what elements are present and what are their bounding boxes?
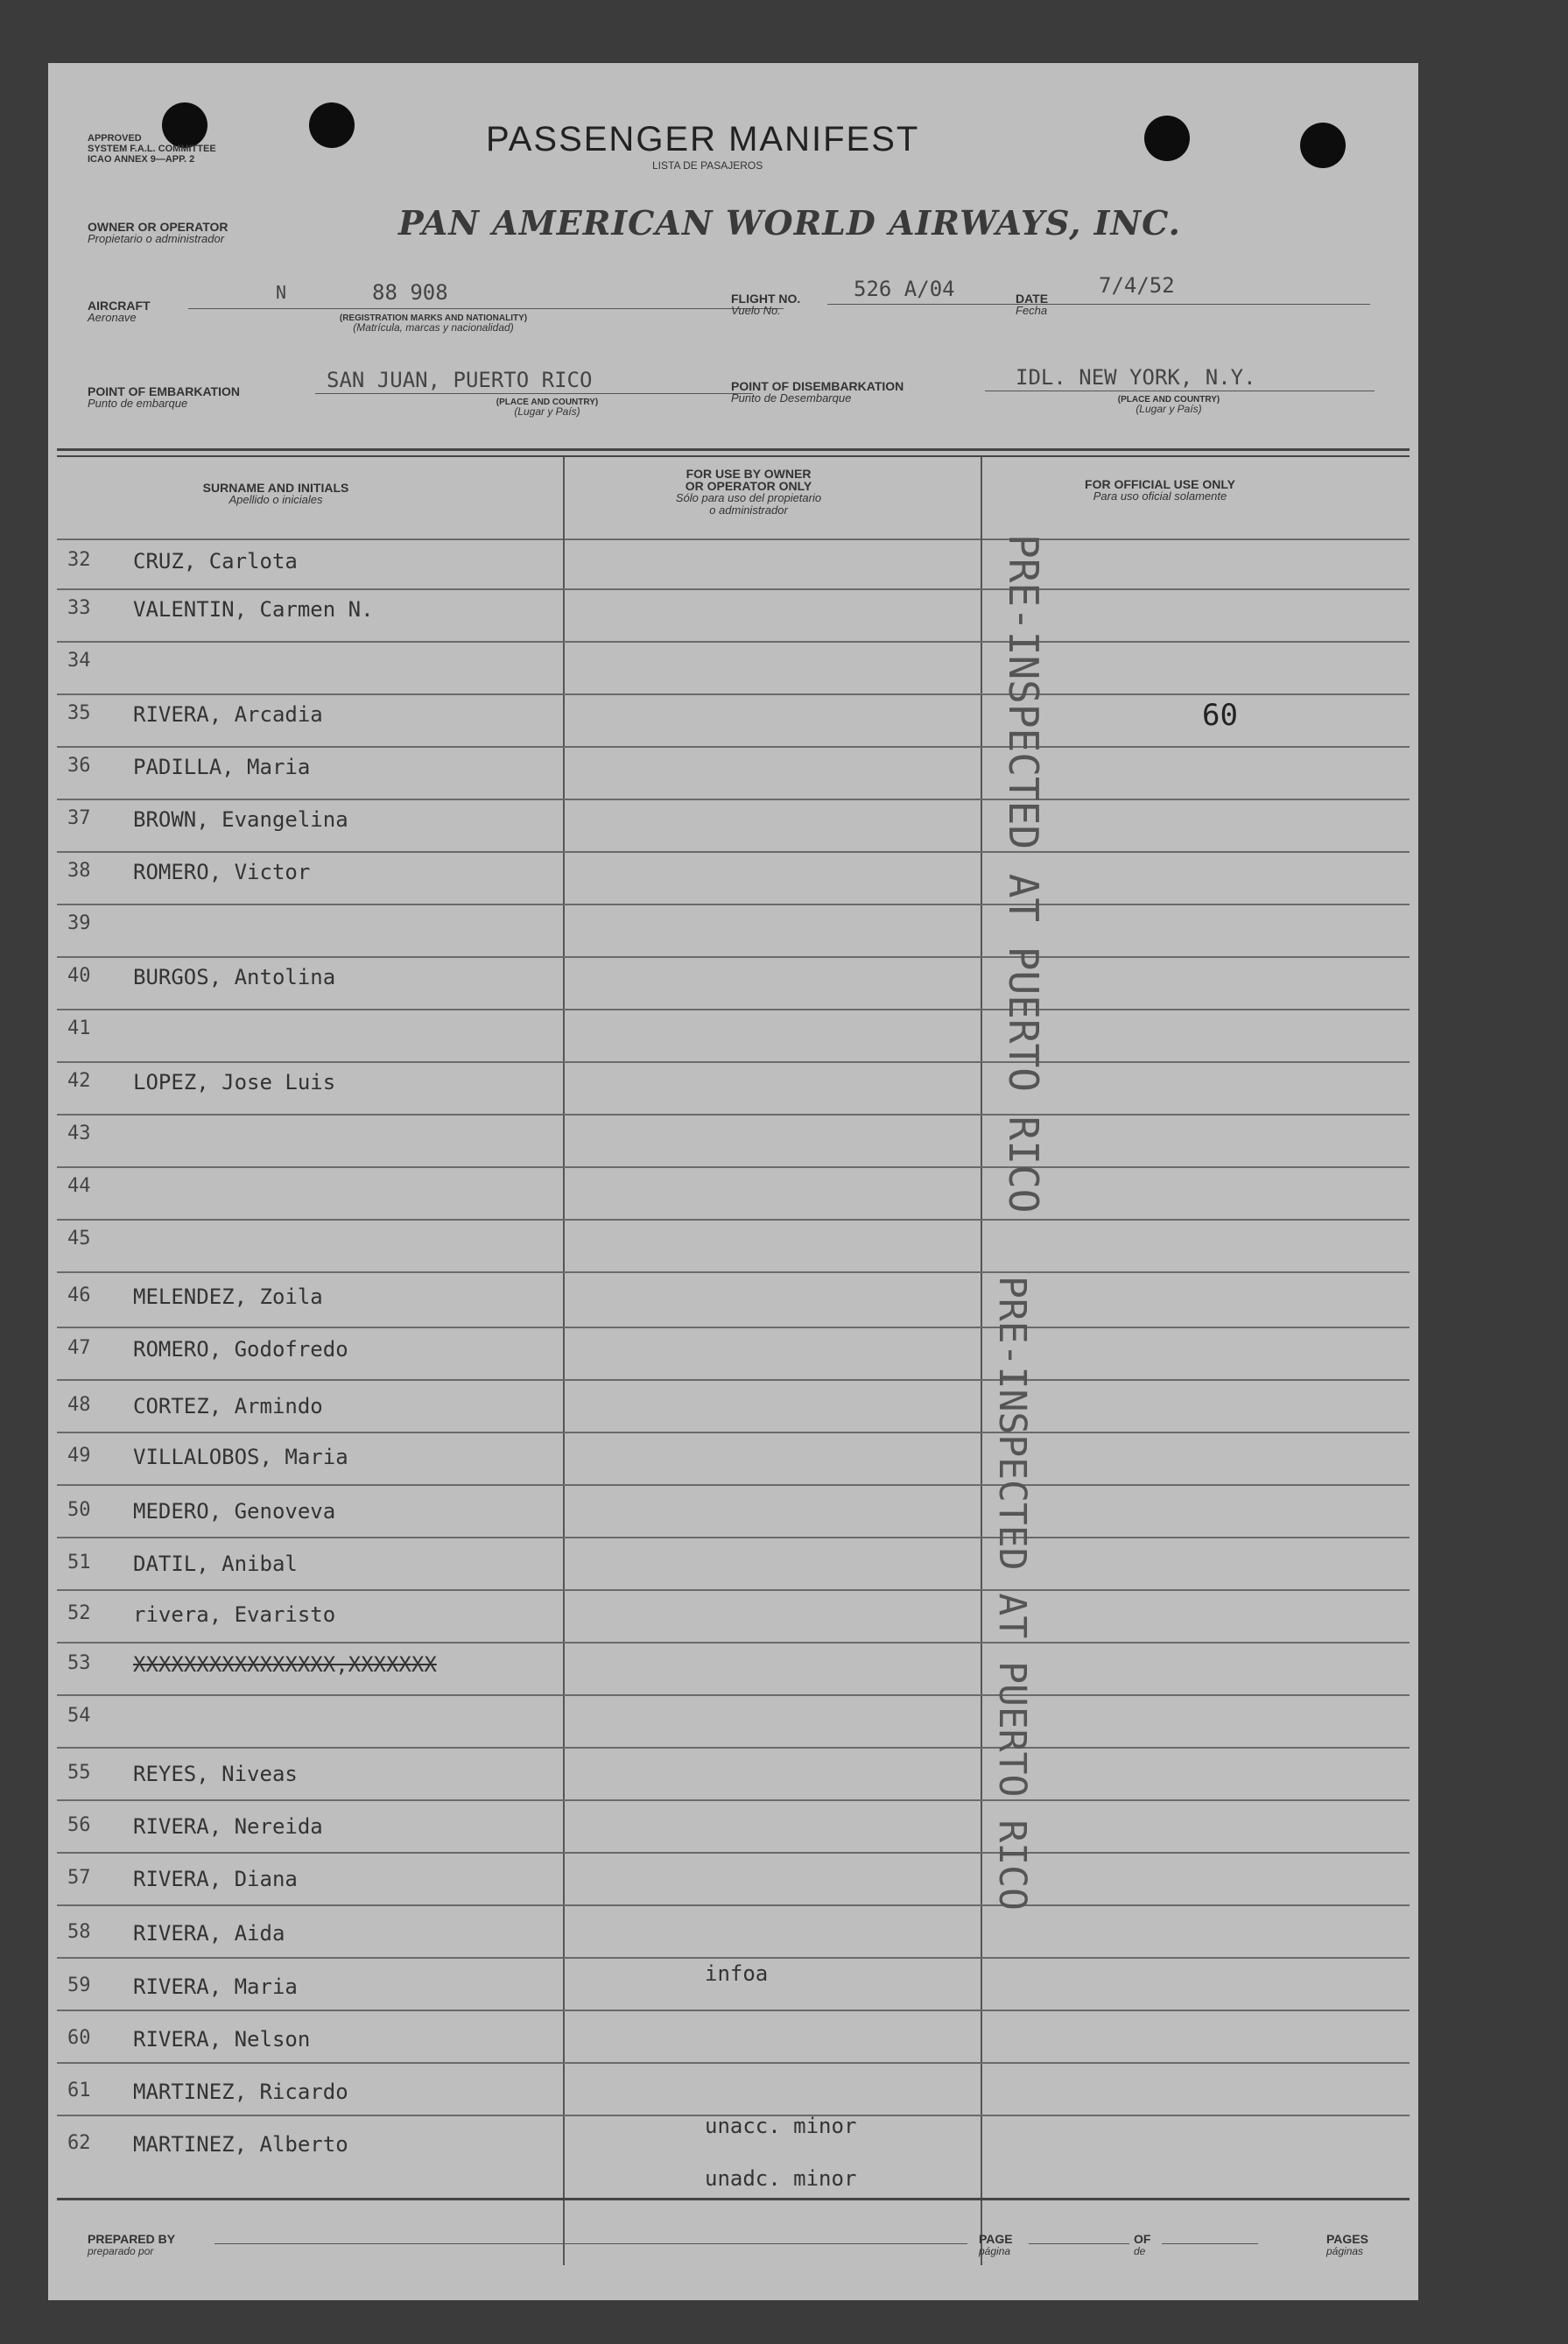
row-number: 35 — [67, 702, 91, 724]
punch-hole — [1144, 116, 1190, 161]
row-number: 50 — [67, 1499, 91, 1521]
row-number: 38 — [67, 860, 91, 882]
row-rule — [57, 588, 1410, 590]
passenger-name: RIVERA, Nereida — [133, 1814, 323, 1839]
passenger-name: MARTINEZ, Alberto — [133, 2132, 348, 2157]
prepared-by-label — [88, 2233, 175, 2257]
row-number: 45 — [67, 1228, 91, 1249]
row-number: 44 — [67, 1175, 91, 1197]
row-rule — [57, 1271, 1410, 1273]
row-rule — [57, 956, 1410, 958]
row-number: 33 — [67, 597, 91, 619]
row-number: 62 — [67, 2132, 91, 2154]
of-label — [1134, 2233, 1150, 2257]
passenger-name: CORTEZ, Armindo — [133, 1394, 323, 1418]
row-number: 49 — [67, 1445, 91, 1467]
aircraft-label-es: Aeronave — [88, 311, 137, 324]
row-rule — [57, 1799, 1410, 1801]
date-line — [1064, 304, 1370, 305]
aircraft-caption-text: (REGISTRATION MARKS AND NATIONALITY) — [339, 313, 528, 323]
row-rule — [57, 693, 1410, 695]
column-divider — [981, 457, 982, 2265]
row-rule — [57, 1904, 1410, 1906]
passenger-name: RIVERA, Arcadia — [133, 702, 323, 727]
passenger-name: ROMERO, Godofredo — [133, 1337, 348, 1362]
passenger-name: RIVERA, Maria — [133, 1974, 298, 1999]
passenger-name: RIVERA, Aida — [133, 1921, 285, 1946]
disembarkation-label-text: POINT OF DISEMBARKATION — [731, 379, 904, 393]
row-rule — [57, 1589, 1410, 1591]
row-number: 54 — [67, 1705, 91, 1727]
row-rule — [57, 1009, 1410, 1010]
row-number: 60 — [67, 2027, 91, 2049]
passenger-name: REYES, Niveas — [133, 1762, 298, 1786]
passenger-name: XXXXXXXXXXXXXXXX,XXXXXXX — [133, 1652, 437, 1677]
operator-name: PAN AMERICAN WORLD AIRWAYS, INC. — [398, 203, 1181, 243]
row-rule — [57, 1114, 1410, 1116]
row-number: 32 — [67, 549, 91, 571]
passenger-name: MELENDEZ, Zoila — [133, 1285, 323, 1309]
embarkation-line — [315, 393, 753, 394]
aircraft-label-text: AIRCRAFT — [88, 299, 151, 313]
embarkation-caption-es: (Lugar y País) — [514, 405, 580, 418]
of-label-text: OF — [1134, 2232, 1151, 2246]
embarkation-caption-text: (PLACE AND COUNTRY) — [496, 398, 599, 407]
row-number: 46 — [67, 1285, 91, 1306]
row-number: 39 — [67, 912, 91, 934]
passenger-name: VALENTIN, Carmen N. — [133, 597, 374, 622]
row-rule — [57, 1747, 1410, 1749]
disembarkation-label-es: Punto de Desembarque — [731, 391, 852, 405]
pages-label-text: PAGES — [1326, 2232, 1368, 2246]
row-rule — [57, 2010, 1410, 2011]
row-number: 52 — [67, 1602, 91, 1624]
flight-label-text: FLIGHT NO. — [731, 292, 801, 306]
col-header-owner-use — [643, 468, 854, 517]
row-number: 41 — [67, 1017, 91, 1039]
row-rule — [57, 1484, 1410, 1486]
passenger-name: BROWN, Evangelina — [133, 807, 348, 832]
row-rule — [57, 1061, 1410, 1063]
passenger-name: VILLALOBOS, Maria — [133, 1445, 348, 1469]
of-line — [1162, 2243, 1258, 2244]
aircraft-line — [188, 308, 784, 309]
row-number: 58 — [67, 1921, 91, 1943]
row-rule — [57, 799, 1410, 800]
pages-label-es: páginas — [1326, 2245, 1364, 2257]
col-header-names-text: SURNAME AND INITIALS — [202, 481, 349, 495]
header-rule — [57, 448, 1410, 451]
row-rule — [57, 1694, 1410, 1696]
aircraft-label — [88, 299, 151, 324]
row-rule — [57, 746, 1410, 748]
prepared-by-line — [214, 2243, 967, 2244]
row-number: 51 — [67, 1552, 91, 1573]
official-mark: 60 — [1202, 698, 1238, 733]
date-label — [1016, 292, 1048, 317]
embarkation-label-text: POINT OF EMBARKATION — [88, 384, 240, 398]
row-rule — [57, 641, 1410, 643]
header-bottom-rule — [57, 538, 1410, 540]
column-divider — [563, 457, 565, 2265]
owner-label-es: Propietario o administrador — [88, 232, 225, 245]
passenger-name: BURGOS, Antolina — [133, 965, 336, 989]
aircraft-value: 88 908 — [372, 280, 448, 305]
page-label — [979, 2233, 1013, 2257]
disembarkation-caption — [1081, 395, 1256, 414]
row-rule — [57, 1219, 1410, 1221]
row-rule — [57, 1432, 1410, 1433]
prepared-by-es: preparado por — [88, 2245, 154, 2257]
pre-inspected-stamp: PRE-INSPECTED AT PUERTO RICO — [990, 1276, 1034, 1911]
col-header-names — [162, 482, 390, 506]
row-rule — [57, 1957, 1410, 1959]
approval-note — [88, 133, 216, 165]
page-label-text: PAGE — [979, 2232, 1013, 2246]
passenger-name: RIVERA, Nelson — [133, 2027, 311, 2052]
disembarkation-caption-text: (PLACE AND COUNTRY) — [1117, 395, 1220, 405]
passenger-name: MARTINEZ, Ricardo — [133, 2080, 348, 2104]
col-header-owner-es: Sólo para uso del propietario — [675, 491, 822, 504]
col-header-official-text: FOR OFFICIAL USE ONLY — [1085, 477, 1235, 491]
passenger-name: LOPEZ, Jose Luis — [133, 1070, 336, 1095]
punch-hole — [1300, 123, 1346, 168]
document-title: PASSENGER MANIFEST — [486, 120, 920, 158]
row-rule — [57, 1642, 1410, 1644]
flight-value: 526 A/04 — [854, 277, 955, 301]
of-label-es: de — [1134, 2245, 1146, 2257]
row-rule — [57, 1852, 1410, 1854]
document-subtitle: LISTA DE PASAJEROS — [652, 159, 763, 172]
row-rule — [57, 1327, 1410, 1328]
punch-hole — [309, 102, 355, 148]
passenger-name: MEDERO, Genoveva — [133, 1499, 336, 1524]
page-label-es: página — [979, 2245, 1011, 2257]
passenger-name: DATIL, Anibal — [133, 1552, 298, 1576]
row-rule — [57, 904, 1410, 905]
approval-line: SYSTEM F.A.L. COMMITTEE — [88, 144, 216, 154]
row-rule — [57, 851, 1410, 853]
approval-line: ICAO ANNEX 9—APP. 2 — [88, 154, 195, 165]
row-number: 42 — [67, 1070, 91, 1092]
flight-label — [731, 292, 800, 317]
date-label-text: DATE — [1016, 292, 1049, 306]
row-rule — [57, 1379, 1410, 1381]
col-header-owner-line: OR OPERATOR ONLY — [685, 479, 812, 493]
row-number: 37 — [67, 807, 91, 829]
disembarkation-caption-es: (Lugar y País) — [1136, 403, 1202, 415]
col-header-names-es: Apellido o iniciales — [229, 493, 323, 506]
row-rule — [57, 2062, 1410, 2064]
owner-note: infoa — [705, 1961, 769, 1986]
col-header-official-es: Para uso oficial solamente — [1093, 489, 1227, 503]
row-number: 48 — [67, 1394, 91, 1416]
prepared-by-text: PREPARED BY — [88, 2232, 176, 2246]
aircraft-caption — [302, 313, 565, 333]
embarkation-value: SAN JUAN, PUERTO RICO — [327, 368, 593, 392]
flight-label-es: Vuelo No. — [731, 304, 781, 317]
row-number: 40 — [67, 965, 91, 987]
pages-label — [1326, 2233, 1368, 2257]
passenger-name: PADILLA, Maria — [133, 755, 311, 779]
passenger-name: CRUZ, Carlota — [133, 549, 298, 574]
row-number: 53 — [67, 1652, 91, 1674]
row-rule — [57, 2198, 1410, 2200]
row-number: 36 — [67, 755, 91, 777]
passenger-name: ROMERO, Victor — [133, 860, 311, 884]
pre-inspected-stamp: PRE-INSPECTED AT PUERTO RICO — [1000, 534, 1047, 1214]
passenger-name: RIVERA, Diana — [133, 1867, 298, 1891]
passenger-name: rivera, Evaristo — [133, 1602, 336, 1627]
row-number: 34 — [67, 650, 91, 672]
col-header-official-use — [1037, 478, 1283, 503]
row-number: 43 — [67, 1123, 91, 1144]
header-rule — [57, 455, 1410, 457]
aircraft-prefix: N — [276, 282, 287, 303]
row-number: 55 — [67, 1762, 91, 1784]
owner-note: unadc. minor — [705, 2166, 857, 2191]
row-number: 59 — [67, 1974, 91, 1996]
embarkation-caption — [460, 398, 635, 417]
date-value: 7/4/52 — [1099, 273, 1175, 298]
page-line — [1029, 2243, 1129, 2244]
embarkation-label — [88, 385, 240, 410]
disembarkation-value: IDL. NEW YORK, N.Y. — [1016, 365, 1256, 390]
row-number: 56 — [67, 1814, 91, 1836]
disembarkation-label — [731, 380, 904, 405]
col-header-owner-es: o administrador — [709, 503, 788, 517]
col-header-owner-line: FOR USE BY OWNER — [686, 467, 812, 481]
owner-note: unacc. minor — [705, 2114, 857, 2138]
approval-line: APPROVED — [88, 133, 142, 144]
row-rule — [57, 1537, 1410, 1538]
date-label-es: Fecha — [1016, 304, 1048, 317]
aircraft-caption-es: (Matrícula, marcas y nacionalidad) — [353, 321, 514, 334]
manifest-page — [48, 63, 1418, 2300]
row-rule — [57, 1166, 1410, 1168]
embarkation-label-es: Punto de embarque — [88, 397, 188, 410]
row-number: 47 — [67, 1337, 91, 1359]
row-number: 57 — [67, 1867, 91, 1889]
row-number: 61 — [67, 2080, 91, 2101]
owner-label-text: OWNER OR OPERATOR — [88, 220, 229, 234]
owner-label — [88, 221, 229, 245]
